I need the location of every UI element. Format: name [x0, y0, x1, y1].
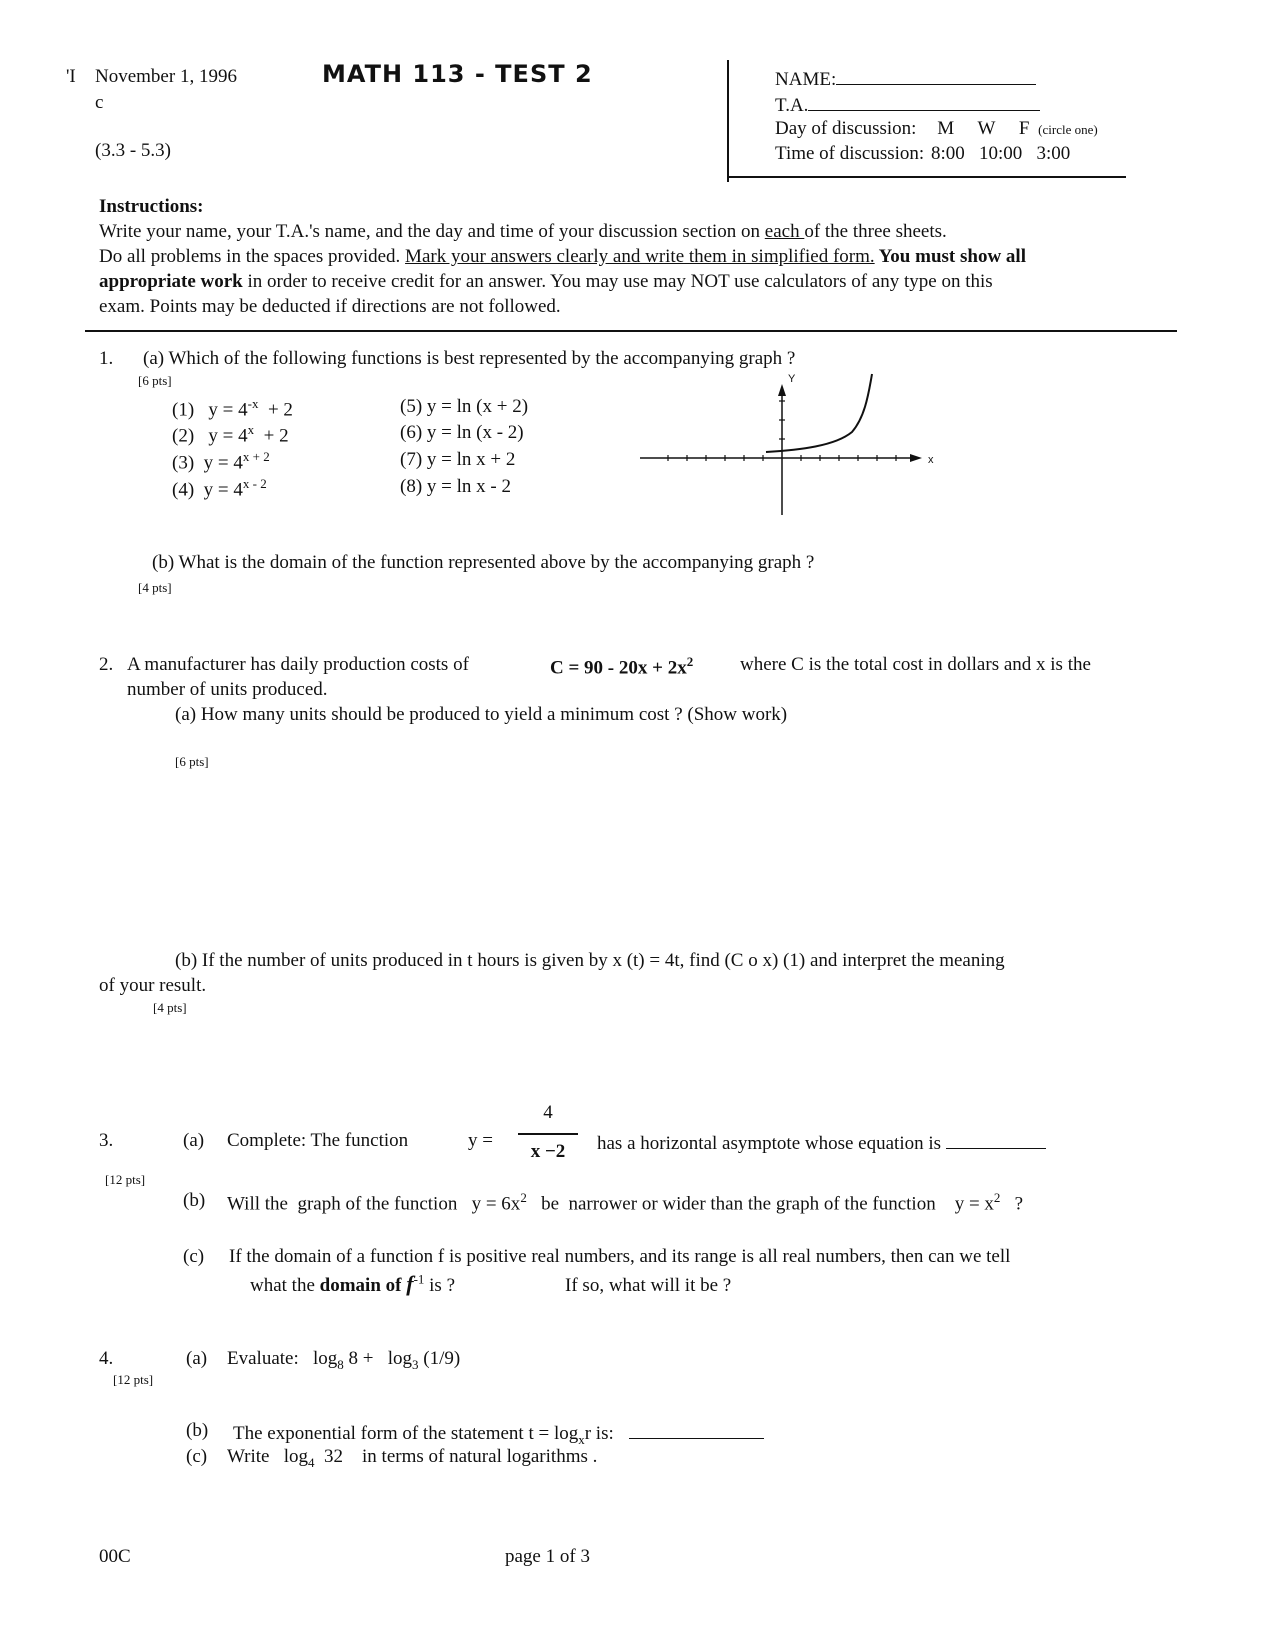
- q1-option-4: (4) $y = 4^{x - 2}$: [172, 476, 267, 501]
- ta-blank[interactable]: [808, 92, 1040, 111]
- q4c-text: Write $\log_4 32$ in terms of natural logarithms .: [227, 1446, 598, 1470]
- q1-graph: [640, 370, 940, 520]
- q4b-label: (b): [186, 1420, 209, 1441]
- name-field[interactable]: [775, 66, 1036, 91]
- instructions-heading: Instructions:: [99, 196, 204, 217]
- q3-points: [12 pts]: [105, 1172, 146, 1187]
- instructions-line-3: appropriate work in order to receive credit for an answer. You may use may NOT use calculators of any type on this: [99, 271, 993, 292]
- graph-x-label: x: [928, 454, 934, 466]
- q1a-points: [6 pts]: [138, 373, 172, 388]
- corner-marker: 'I: [66, 66, 76, 87]
- q3a-denominator: x −2: [530, 1141, 566, 1162]
- q2a-points: [6 pts]: [175, 754, 209, 769]
- instructions-line-4: exam. Points may be deducted if directions are not followed.: [99, 296, 561, 317]
- graph-y-arrow: [778, 384, 786, 396]
- q1-option-3: (3) $y = 4^{x + 2}$: [172, 449, 270, 474]
- q2-cost-formula: $C = 90 - 20x + 2x^2$: [550, 654, 694, 679]
- instructions-divider: [85, 330, 1177, 332]
- graph-y-label: Y: [788, 373, 796, 385]
- q4b-answer-blank[interactable]: [629, 1420, 764, 1439]
- q1-option-2: (2) $y = 4^x + 2$: [172, 422, 289, 447]
- q4a-text: Evaluate: $\log_8 8 + \log_3 (1/9)$: [227, 1348, 461, 1372]
- header-box-bottom: [728, 176, 1126, 178]
- day-of-discussion: [775, 118, 1098, 140]
- graph-x-arrow: [910, 454, 922, 462]
- exam-title: MATH 113 - TEST 2: [322, 60, 593, 88]
- q3a-fraction-bar: [518, 1133, 578, 1135]
- q3c-line-1: If the domain of a function f is positive real numbers, and its range is all real numbers, then can we tell: [229, 1246, 1011, 1267]
- q2b-points: [4 pts]: [153, 1000, 187, 1015]
- time-of-discussion: [775, 143, 1070, 165]
- q1b-points: [4 pts]: [138, 580, 172, 595]
- day-label: Day of discussion:: [775, 118, 917, 139]
- page-number: page 1 of 3: [505, 1546, 590, 1567]
- q1-option-5: (5) y = ln (x + 2): [400, 396, 529, 417]
- q3b-text: Will the graph of the function $y = 6x^2$ be narrower or wider than the graph of the function $y = x^2$ ?: [227, 1190, 1024, 1215]
- instructions-line-2: Do all problems in the spaces provided. Mark your answers clearly and write them in simplified form. You must show all: [99, 246, 1026, 267]
- circle-note: (circle one): [1038, 122, 1098, 137]
- q4-points: [12 pts]: [113, 1372, 154, 1387]
- q1-option-6: (6) y = ln (x - 2): [400, 422, 524, 443]
- q4-number: 4.: [99, 1348, 114, 1369]
- ta-field[interactable]: [775, 92, 1040, 117]
- q3c-label: (c): [183, 1246, 205, 1267]
- q1-option-1: (1) $y = 4^{-x} + 2$: [172, 396, 293, 421]
- q2-intro: A manufacturer has daily production costs of: [127, 654, 469, 675]
- q3a-numerator: 4: [543, 1102, 553, 1123]
- q1-number: 1.: [99, 348, 114, 369]
- q2b-text: (b) If the number of units produced in t hours is given by x (t) = 4t, find (C o x) (1) and interpret the meaning: [175, 950, 1005, 971]
- q2a-text: (a) How many units should be produced to yield a minimum cost ? (Show work): [175, 704, 788, 725]
- q1a-text: (a) Which of the following functions is best represented by the accompanying graph ?: [143, 348, 796, 369]
- q2-intro-tail: where C is the total cost in dollars and x is the: [740, 654, 1091, 675]
- q3a-tail: has a horizontal asymptote whose equation is: [597, 1130, 1046, 1155]
- time-options[interactable]: 8:00 10:00 3:00: [930, 143, 1071, 164]
- q4a-label: (a): [186, 1348, 208, 1369]
- exam-sections: (3.3 - 5.3): [95, 140, 171, 161]
- exam-version: c: [95, 92, 104, 113]
- exam-date: November 1, 1996: [95, 66, 237, 87]
- name-label: NAME:: [775, 69, 837, 90]
- q2b-line-2: of your result.: [99, 975, 207, 996]
- q3-number: 3.: [99, 1130, 114, 1151]
- q1-option-7: (7) y = ln x + 2: [400, 449, 516, 470]
- q4c-label: (c): [186, 1446, 208, 1467]
- q3a-label: (a): [183, 1130, 205, 1151]
- q1-option-8: (8) y = ln x - 2: [400, 476, 511, 497]
- ta-label: T.A.: [775, 95, 809, 116]
- q2-number: 2.: [99, 654, 114, 675]
- q3a-answer-blank[interactable]: [946, 1130, 1046, 1149]
- time-label: Time of discussion:: [775, 143, 925, 164]
- day-options[interactable]: M W F: [937, 118, 1030, 139]
- header-box-divider: [727, 60, 729, 182]
- q3a-text: Complete: The function: [227, 1130, 409, 1151]
- footer-code: 00C: [99, 1546, 131, 1567]
- instructions-line-1: Write your name, your T.A.'s name, and the day and time of your discussion section on each of the three sheets.: [99, 221, 947, 242]
- name-blank[interactable]: [836, 66, 1036, 85]
- q3a-y: y =: [468, 1130, 493, 1151]
- q2-intro-line-2: number of units produced.: [127, 679, 328, 700]
- q1b-text: (b) What is the domain of the function represented above by the accompanying graph ?: [152, 552, 815, 573]
- q4b-text: The exponential form of the statement $t = \log_xr$ is:: [233, 1420, 764, 1448]
- q3b-label: (b): [183, 1190, 206, 1211]
- q3c-line-2: what the domain of $f^{-1}$ is ? If so, what will it be ?: [250, 1271, 732, 1296]
